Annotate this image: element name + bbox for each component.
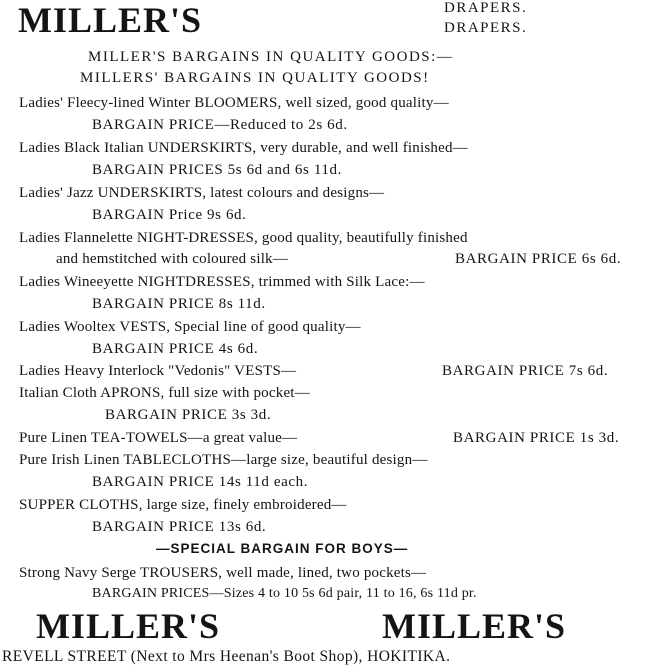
- item-price: BARGAIN PRICE 3s 3d.: [105, 407, 272, 423]
- item-price: BARGAIN PRICE 13s 6d.: [92, 519, 267, 535]
- footer-name-right: MILLER'S: [382, 606, 567, 646]
- item-desc: Pure Irish Linen TABLECLOTHS—large size, beautiful design—: [19, 452, 428, 468]
- item-desc: Italian Cloth APRONS, full size with pocket—: [19, 385, 310, 401]
- item-desc: Ladies' Jazz UNDERSKIRTS, latest colours and designs—: [19, 185, 385, 201]
- special-price: BARGAIN PRICES—Sizes 4 to 10 5s 6d pair, 11 to 16, 6s 11d pr.: [92, 586, 477, 601]
- item-price: BARGAIN PRICE 6s 6d.: [455, 251, 622, 267]
- item-desc: Ladies Heavy Interlock "Vedonis" VESTS—: [19, 363, 297, 379]
- special-desc: Strong Navy Serge TROUSERS, well made, lined, two pockets—: [19, 565, 427, 581]
- item-price: BARGAIN PRICE 1s 3d.: [453, 430, 620, 446]
- item-desc: Ladies' Fleecy-lined Winter BLOOMERS, well sized, good quality—: [19, 95, 449, 111]
- item-price: BARGAIN PRICE 14s 11d each.: [92, 474, 309, 490]
- item-desc: Ladies Flannelette NIGHT-DRESSES, good quality, beautifully finished: [19, 230, 468, 246]
- header-subtitle-1: DRAPERS.: [444, 0, 528, 16]
- intro-line-2: MILLERS' BARGAINS IN QUALITY GOODS!: [80, 70, 430, 86]
- item-desc: SUPPER CLOTHS, large size, finely embroidered—: [19, 497, 347, 513]
- item-price: BARGAIN PRICE—Reduced to 2s 6d.: [92, 117, 348, 133]
- item-desc: Ladies Wooltex VESTS, Special line of good quality—: [19, 319, 361, 335]
- intro-line-1: MILLER'S BARGAINS IN QUALITY GOODS:—: [88, 49, 454, 65]
- footer-address: REVELL STREET (Next to Mrs Heenan's Boot Shop), HOKITIKA.: [2, 648, 451, 665]
- item-price: BARGAIN PRICES 5s 6d and 6s 11d.: [92, 162, 342, 178]
- footer-name-left: MILLER'S: [36, 606, 221, 646]
- item-price: BARGAIN PRICE 8s 11d.: [92, 296, 266, 312]
- item-desc: Pure Linen TEA-TOWELS—a great value—: [19, 430, 298, 446]
- item-desc-continued: and hemstitched with coloured silk—: [56, 251, 288, 267]
- special-heading: —SPECIAL BARGAIN FOR BOYS—: [156, 541, 409, 556]
- header-subtitle-2: DRAPERS.: [444, 20, 528, 36]
- item-price: BARGAIN PRICE 7s 6d.: [442, 363, 609, 379]
- item-price: BARGAIN PRICE 4s 6d.: [92, 341, 259, 357]
- item-price: BARGAIN Price 9s 6d.: [92, 207, 247, 223]
- item-desc: Ladies Black Italian UNDERSKIRTS, very durable, and well finished—: [19, 140, 468, 156]
- header-title-left: MILLER'S: [18, 0, 203, 40]
- item-desc: Ladies Wineeyette NIGHTDRESSES, trimmed with Silk Lace:—: [19, 274, 425, 290]
